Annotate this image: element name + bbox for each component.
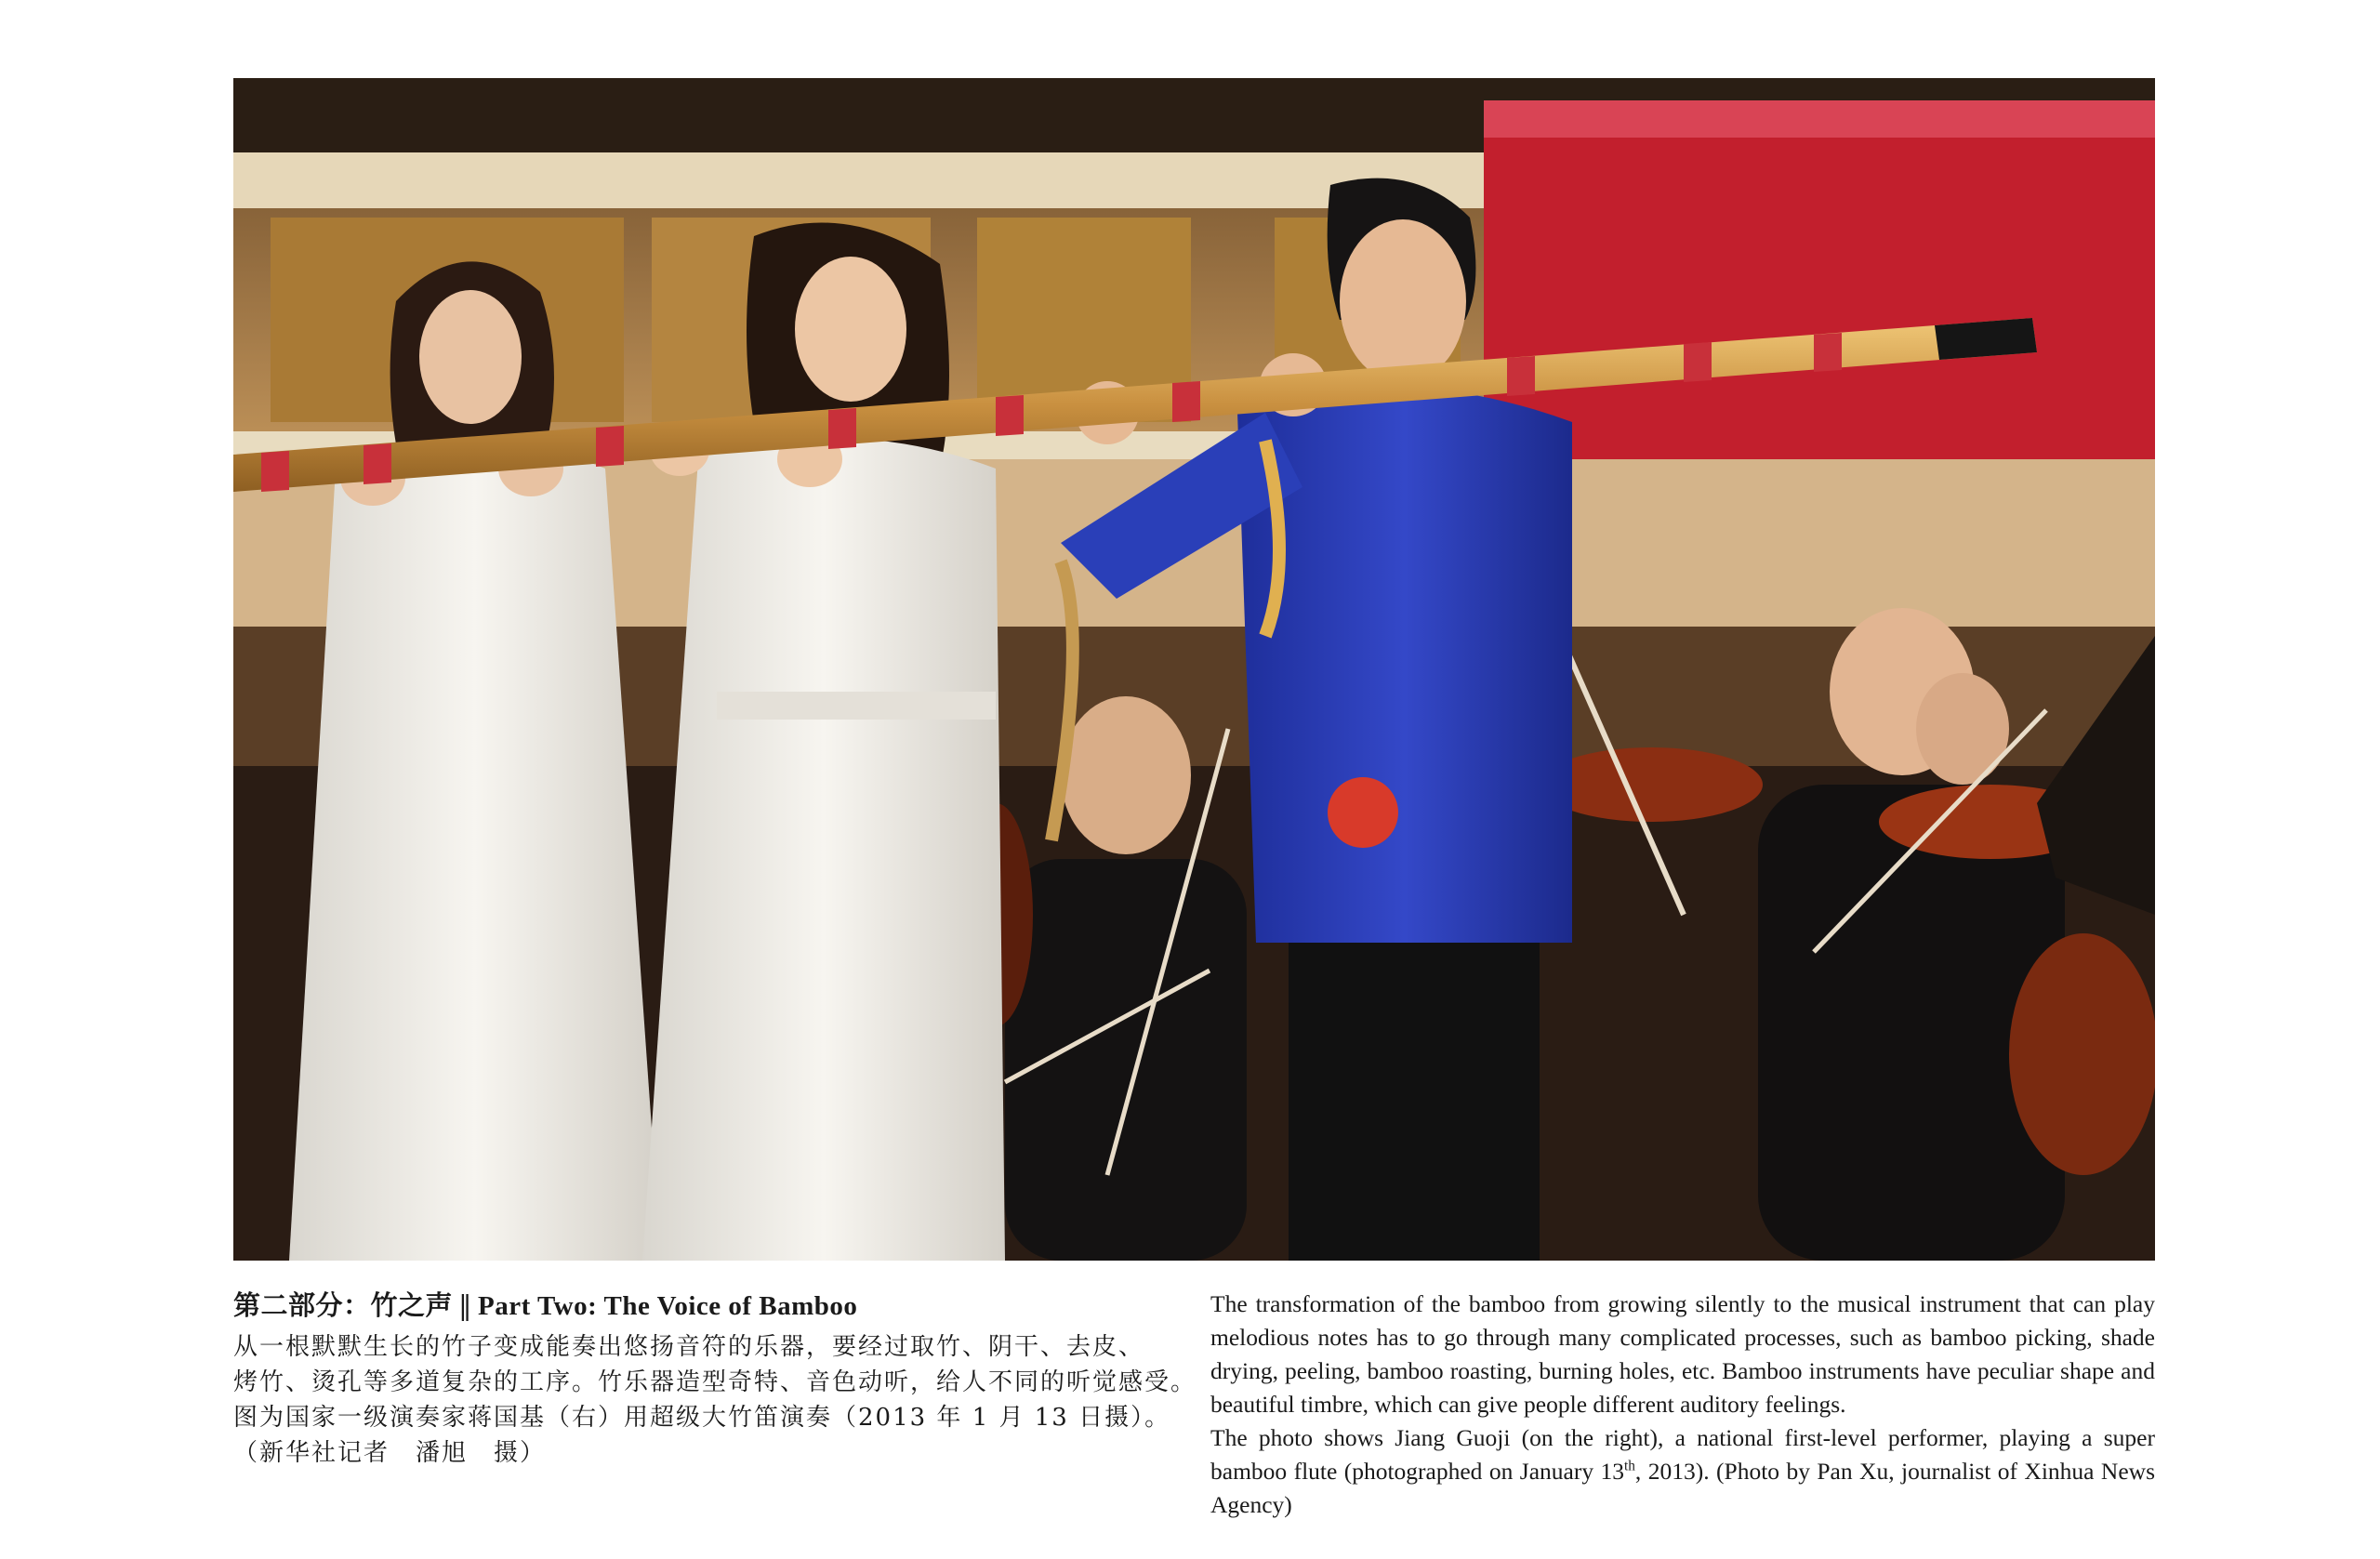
chinese-caption-line: （新华社记者 潘旭 摄） xyxy=(233,1439,547,1467)
caption-english-block xyxy=(1210,1288,2155,1522)
heading-english: Part Two: The Voice of Bamboo xyxy=(478,1291,858,1321)
ordinal-suffix: th xyxy=(1624,1458,1635,1474)
english-paragraph-2 xyxy=(1210,1421,2155,1522)
chinese-caption-line: 图为国家一级演奏家蒋国基（右）用超级大竹笛演奏（2013 年 1 月 13 日摄）。 xyxy=(233,1404,1171,1432)
english-paragraph-2-text: The photo shows Jiang Guoji (on the right), a national first-level performer, playing a super bamboo flute (photographed on January 13 xyxy=(1210,1424,2155,1485)
chinese-caption xyxy=(233,1329,1197,1471)
concert-photo xyxy=(233,78,2155,1261)
english-paragraph-2-credit: , 2013). (Photo by Pan Xu, journalist of Xinhua News Agency) xyxy=(1210,1458,2155,1518)
english-paragraph-1: The transformation of the bamboo from growing silently to the musical instrument that can play melodious notes has to go through many complicated processes, such as bamboo picking, shade drying, peeling, bamboo roasting, burning holes, etc. Bamboo instruments have peculiar shape and beautiful timbre, which can give people different auditory feelings. xyxy=(1210,1290,2155,1418)
section-heading xyxy=(233,1286,1172,1326)
heading-separator: ‖ xyxy=(458,1289,473,1321)
concert-photo-illustration xyxy=(233,78,2155,1261)
heading-chinese: 第二部分：竹之声 xyxy=(233,1289,454,1321)
chinese-caption-line: 从一根默默生长的竹子变成能奏出悠扬音符的乐器，要经过取竹、阴干、去皮、 xyxy=(233,1333,1145,1361)
caption-chinese-block xyxy=(233,1286,1197,1471)
chinese-caption-line: 烤竹、烫孔等多道复杂的工序。竹乐器造型奇特、音色动听，给人不同的听觉感受。 xyxy=(233,1368,1197,1396)
